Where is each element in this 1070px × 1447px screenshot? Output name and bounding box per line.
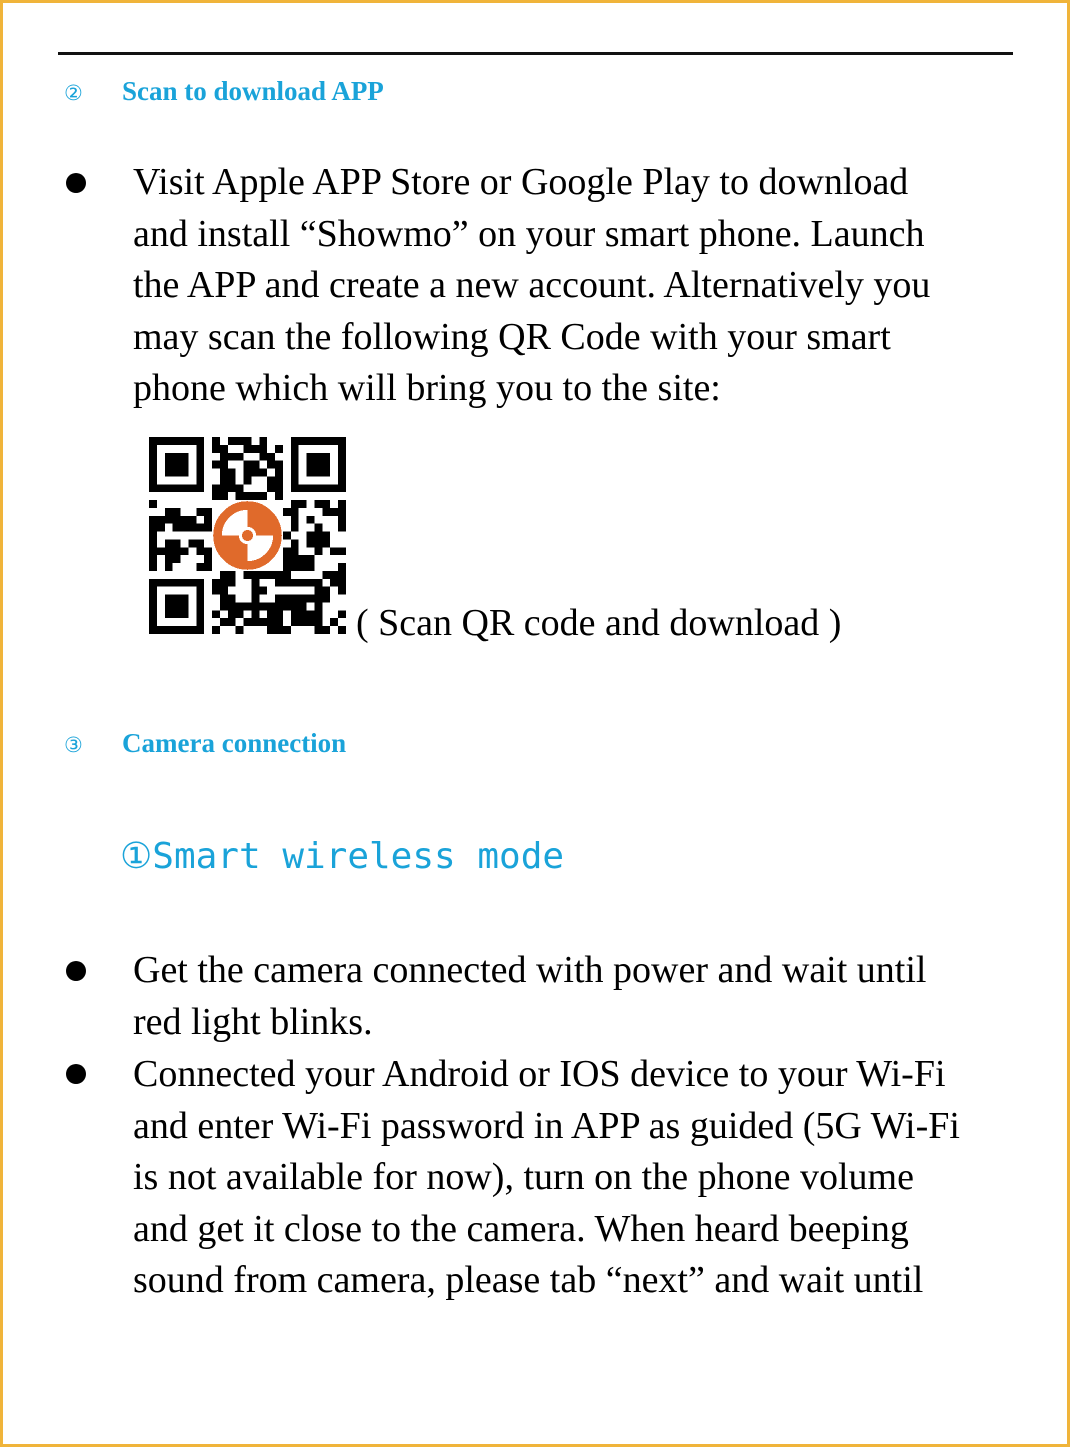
paragraph-power-camera bbox=[133, 945, 1023, 1048]
text-line: and install “Showmo” on your smart phone. Launch bbox=[133, 212, 925, 255]
paragraph-wifi-setup bbox=[133, 1049, 1023, 1307]
section-number: ② bbox=[64, 81, 83, 105]
text-line: phone which will bring you to the site: bbox=[133, 367, 721, 410]
qr-code-image bbox=[149, 437, 346, 634]
bullet-dot bbox=[66, 173, 86, 193]
bullet-dot bbox=[66, 1064, 86, 1084]
section-title: Scan to download APP bbox=[122, 76, 384, 106]
app-logo-icon bbox=[218, 506, 278, 566]
text-line: and get it close to the camera. When heard beeping bbox=[133, 1207, 909, 1250]
bullet-dot bbox=[66, 961, 86, 981]
text-line: the APP and create a new account. Alternatively you bbox=[133, 264, 931, 307]
text-line: red light blinks. bbox=[133, 1000, 373, 1043]
text-line: Connected your Android or IOS device to your Wi-Fi bbox=[133, 1053, 946, 1095]
section-heading-scan bbox=[64, 76, 384, 108]
text-line: is not available for now), turn on the phone volume bbox=[133, 1156, 914, 1199]
subheading-smart-wireless: ①Smart wireless mode bbox=[120, 836, 565, 877]
text-line: and enter Wi-Fi password in APP as guided (5G Wi-Fi bbox=[133, 1104, 960, 1147]
text-line: Visit Apple APP Store or Google Play to download bbox=[133, 161, 909, 203]
qr-caption: ( Scan QR code and download ) bbox=[356, 602, 842, 644]
header-rule bbox=[58, 52, 1013, 55]
text-line: Get the camera connected with power and wait until bbox=[133, 949, 927, 991]
section-heading-camera bbox=[64, 728, 346, 760]
text-line: sound from camera, please tab “next” and wait until bbox=[133, 1259, 924, 1302]
section-title: Camera connection bbox=[122, 728, 347, 758]
text-line: may scan the following QR Code with your smart bbox=[133, 315, 891, 358]
section-number: ③ bbox=[64, 733, 83, 757]
paragraph-download-instructions bbox=[133, 157, 1023, 415]
